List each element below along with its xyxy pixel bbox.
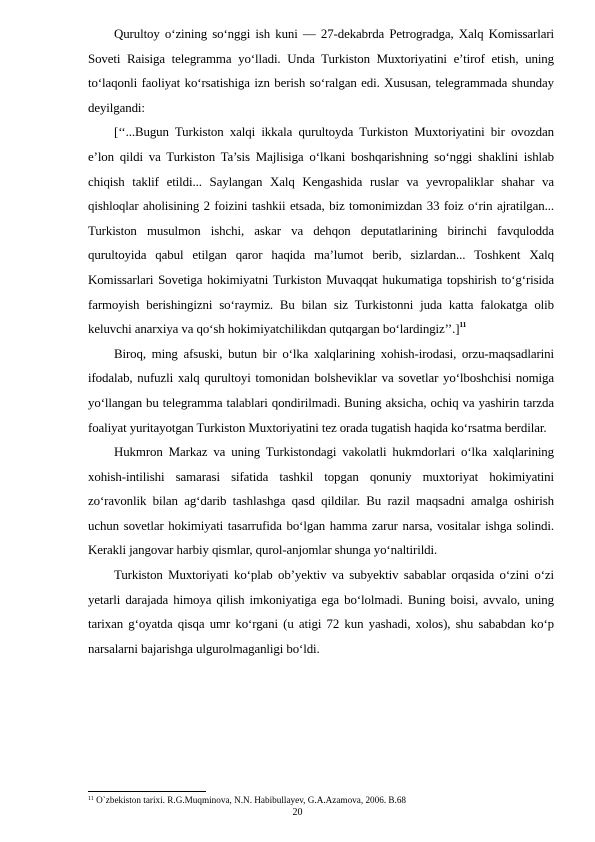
paragraph-2-quote [88,120,554,341]
paragraph-4: Hukmron Markaz va uning Turkistondagi vakolatli hukmdorlari o‘lka xalqlarining xohish-intilishi samarasi sifatida tashkil topgan qonuniy muxtoriyat hokimiyatini zo‘ravonlik bilan ag‘darib tashlashga qasd qildilar. Bu razil maqsadni amalga oshirish uchun sovetlar hokimiyati tasarrufida bo‘lgan hamma zarur narsa, vositalar ishga solindi. Kerakli jangovar harbiy qismlar, qurol-anjomlar shunga yo‘naltirildi. [88,445,554,558]
footnote-marker: 11 [88,796,94,802]
footnote-text: O`zbekiston tarixi. R.G.Muqminova, N.N. Habibullayev, G.A.Azamova, 2006. B.68 [96,795,407,805]
page-body [88,22,554,661]
page-number: 20 [292,807,303,818]
paragraph-3: Biroq, ming afsuski, butun bir o‘lka xalqlarining xohish-irodasi, orzu-maqsadlarini ifodalab, nufuzli xalq qurultoyi tomonidan bolsheviklar va sovetlar yo‘lboshchisi nomiga yo‘llangan bu telegramma talablari qondirilmadi. Buning aksicha, ochiq va yashirin tarzda foaliyat yuritayotgan Turkiston Muxtoriyatini tez orada tugatish haqida ko‘rsatma berdilar. [88,346,554,435]
footnote-separator [88,791,206,792]
footnote-reference: 11 [459,320,467,330]
paragraph-1: Qurultoy o‘zining so‘nggi ish kuni — 27-dekabrda Petrogradga, Xalq Komissarlari Soveti Raisiga telegramma yo‘lladi. Unda Turkiston Muxtoriyatini e’tirof etish, uning to‘laqonli faoliyat ko‘rsatishiga izn berish so‘ralgan edi. Xususan, telegrammada shunday deyilgandi: [88,27,554,115]
quote-text: [‘‘...Bugun Turkiston xalqi ikkala qurultoyda Turkiston Muxtoriyatini bir ovozdan e’lon qildi va Turkiston Ta’sis Majlisiga o‘lkani boshqarishning so‘nggi shaklini ishlab chiqish taklif etildi... Saylangan Xalq Kengashida ruslar va yevropaliklar shahar va qishloqlar aholisining 2 foizini tashkii etsada, biz tomonimizdan 33 foiz o‘rin ajratilgan... Turkiston musulmon ishchi, askar va dehqon deputatlarining birinchi favqulodda qurultoyida qabul etilgan qaror haqida ma’lumot berib, sizlardan... Toshkent Xalq Komissarlari Sovetiga hokimiyatni Turkiston Muvaqqat hukumatiga topshirish to‘g‘risida farmoyish berishingizni so‘raymiz. Bu bilan siz Turkistonni juda katta falokatga olib keluvchi anarxiya va qo‘sh hokimiyatchilikdan qutqargan bo‘lardingiz’’.] [88,125,554,337]
footnote [88,795,554,806]
paragraph-5: Turkiston Muxtoriyati ko‘plab ob’yektiv va subyektiv sabablar orqasida o‘zini o‘zi yetarli darajada himoya qilish imkoniyatiga ega bo‘lolmadi. Buning boisi, avvalo, uning tarixan g‘oyatda qisqa umr ko‘rgani (u atigi 72 kun yashadi, xolos), shu sababdan ko‘p narsalarni bajarishga ulgurolmaganligi bo‘ldi. [88,568,554,656]
